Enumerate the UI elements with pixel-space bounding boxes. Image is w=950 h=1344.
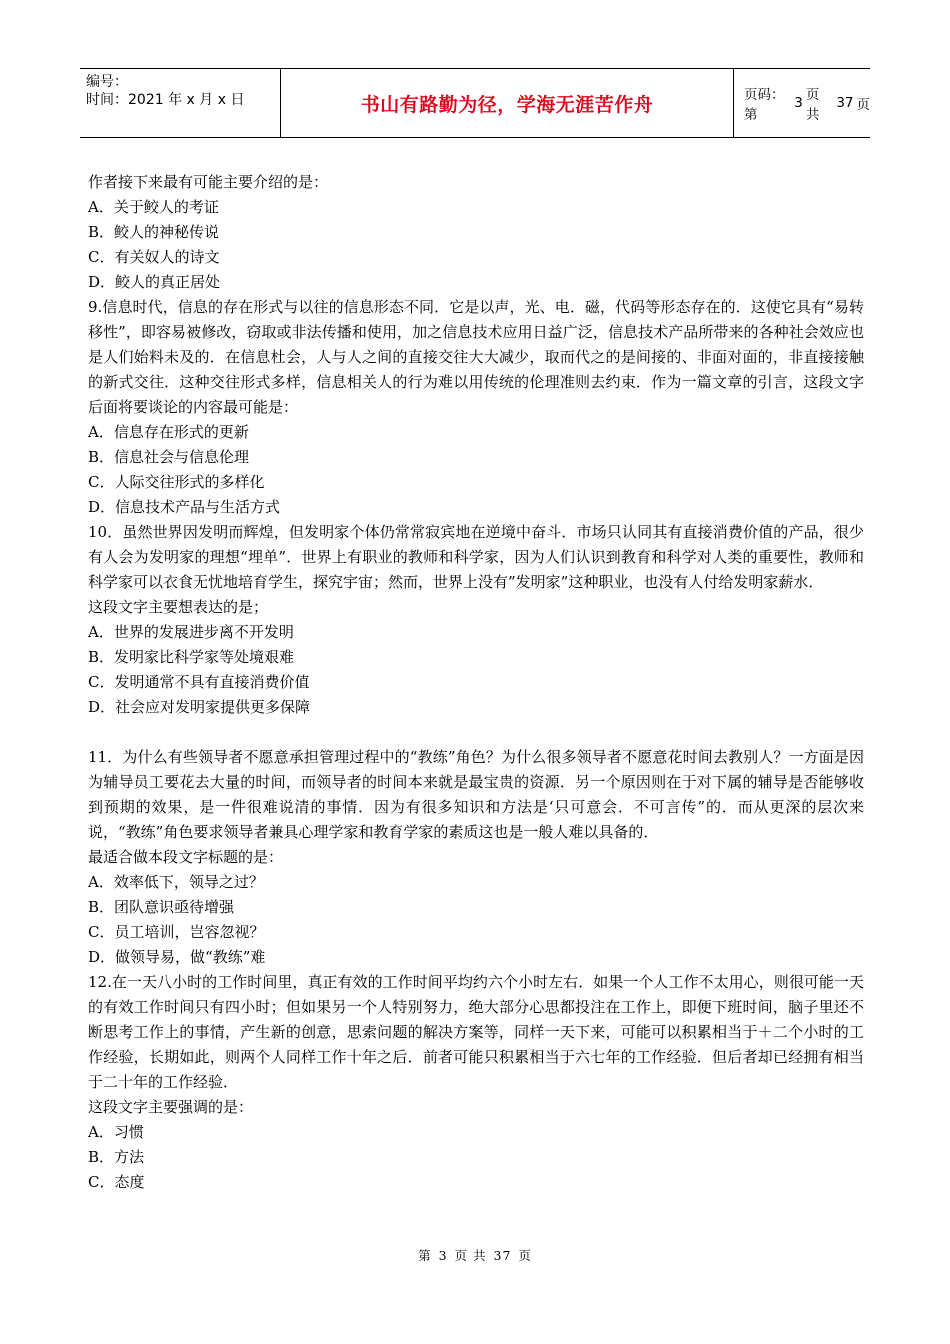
page-suffix: 页	[856, 97, 870, 113]
document-number-label: 编号：	[86, 74, 128, 90]
page-mid: 页 共	[805, 87, 820, 123]
q8-option-a: A．关于鲛人的考证	[88, 198, 219, 216]
motto-text: 书山有路勤为径，学海无涯苦作舟	[360, 93, 654, 116]
q11-stem: 最适合做本段文字标题的是：	[88, 848, 284, 866]
document-body	[88, 170, 864, 1195]
q11-option-c: C．员工培训，岂容忽视？	[88, 923, 265, 941]
q11-passage: 11．为什么有些领导者不愿意承担管理过程中的“教练”角色？为什么很多领导者不愿意花时间去教别人？一方面是因为辅导员工要花去大量的时间，而领导者的时间本来就是最宝贵的资源．另一个原因则在于对下属的辅导是否能够收到预期的效果，是一件很难说清的事情．因为有很多知识和方法是‘只可意会．不可言传”的．而从更深的层次来说，“教练”角色要求领导者兼具心理学家和教育学家的素质这也是一般人难以具备的．	[88, 748, 864, 841]
q10-option-d: D．社会应对发明家提供更多保障	[88, 698, 311, 716]
q10-option-c: C．发明通常不具有直接消费价值	[88, 673, 310, 691]
document-date: 时间：2021 年 x 月 x 日	[86, 92, 245, 108]
q12-stem: 这段文字主要强调的是：	[88, 1098, 254, 1116]
q10-option-a: A．世界的发展进步离不开发明	[88, 623, 294, 641]
footer-suffix: 页	[518, 1248, 532, 1263]
q9-passage: 9.信息时代，信息的存在形式与以往的信息形态不同．它是以声，光、电．磁，代码等形态存在的．这使它具有“易转移性”，即容易被修改，窃取或非法传播和使用，加之信息技术应用日益广泛，信息技术产品所带来的各种社会效应也是人们始料未及的．在信息杜会，人与人之间的直接交往大大减少，取而代之的是间接的、非面对面的，非直接接触的新式交往．这种交往形式多样，信息相关人的行为难以用传统的伦理准则去约束．作为一篇文章的引言，这段文字后面将要谈论的内容最可能是：	[88, 298, 864, 416]
q10-stem: 这段文字主要想表达的是；	[88, 598, 269, 616]
footer-prefix: 第	[418, 1248, 432, 1263]
footer-current: 3	[438, 1248, 448, 1263]
q8-option-c: C．有关奴人的诗文	[88, 248, 220, 266]
q9-option-c: C．人际交往形式的多样化	[88, 473, 265, 491]
page-header	[80, 68, 870, 138]
footer-total: 37	[493, 1248, 512, 1263]
q9-option-b: B．信息社会与信息伦理	[88, 448, 250, 466]
page-footer	[0, 1246, 950, 1264]
header-info	[80, 69, 280, 137]
header-motto-cell	[280, 69, 734, 137]
q8-stem: 作者接下来最有可能主要介绍的是：	[88, 173, 329, 191]
q11-option-a: A．效率低下，领导之过？	[88, 873, 264, 891]
q10-passage: 10．虽然世界因发明而辉煌，但发明家个体仍常常寂宾地在逆境中奋斗．市场只认同其有直接消费价值的产品，很少有人会为发明家的理想“埋单”．世界上有职业的教师和科学家，因为人们认识到教育和科学对人类的重要性，教师和科学家可以衣食无忧地培育学生，探究宇宙；然而，世界上没有”发明家”这种职业，也没有人付给发明家薪水．	[88, 523, 864, 591]
q10-option-b: B．发明家比科学家等处境艰难	[88, 648, 295, 666]
page-prefix: 页码：第	[744, 87, 785, 123]
header-page-number	[734, 69, 870, 137]
page-current: 3	[794, 95, 803, 111]
q11-option-d: D．做领导易，做“教练”难	[88, 948, 266, 966]
paragraph-gap	[88, 720, 864, 745]
q12-passage: 12.在一天八小时的工作时间里，真正有效的工作时间平均约六个小时左右．如果一个人工作不太用心，则很可能一天的有效工作时间只有四小时；但如果另一个人特别努力，绝大部分心思都投注在工作上，即便下班时间，脑子里还不断思考工作上的事情，产生新的创意，思索问题的解决方案等，同样一天下来，可能可以积累相当于＋二个小时的工作经验，长期如此，则两个人同样工作十年之后．前者可能只积累相当于六七年的工作经验．但后者却已经拥有相当于二十年的工作经验．	[88, 973, 864, 1091]
q9-option-d: D．信息技术产品与生活方式	[88, 498, 281, 516]
page-total: 37	[836, 95, 854, 111]
q12-option-b: B．方法	[88, 1148, 145, 1166]
q9-option-a: A．信息存在形式的更新	[88, 423, 249, 441]
q11-option-b: B．团队意识亟待增强	[88, 898, 235, 916]
q12-option-c: C．态度	[88, 1173, 145, 1191]
q8-option-d: D．鲛人的真正居处	[88, 273, 221, 291]
footer-mid: 页 共	[454, 1248, 487, 1263]
q8-option-b: B．鲛人的神秘传说	[88, 223, 220, 241]
q12-option-a: A．习惯	[88, 1123, 144, 1141]
